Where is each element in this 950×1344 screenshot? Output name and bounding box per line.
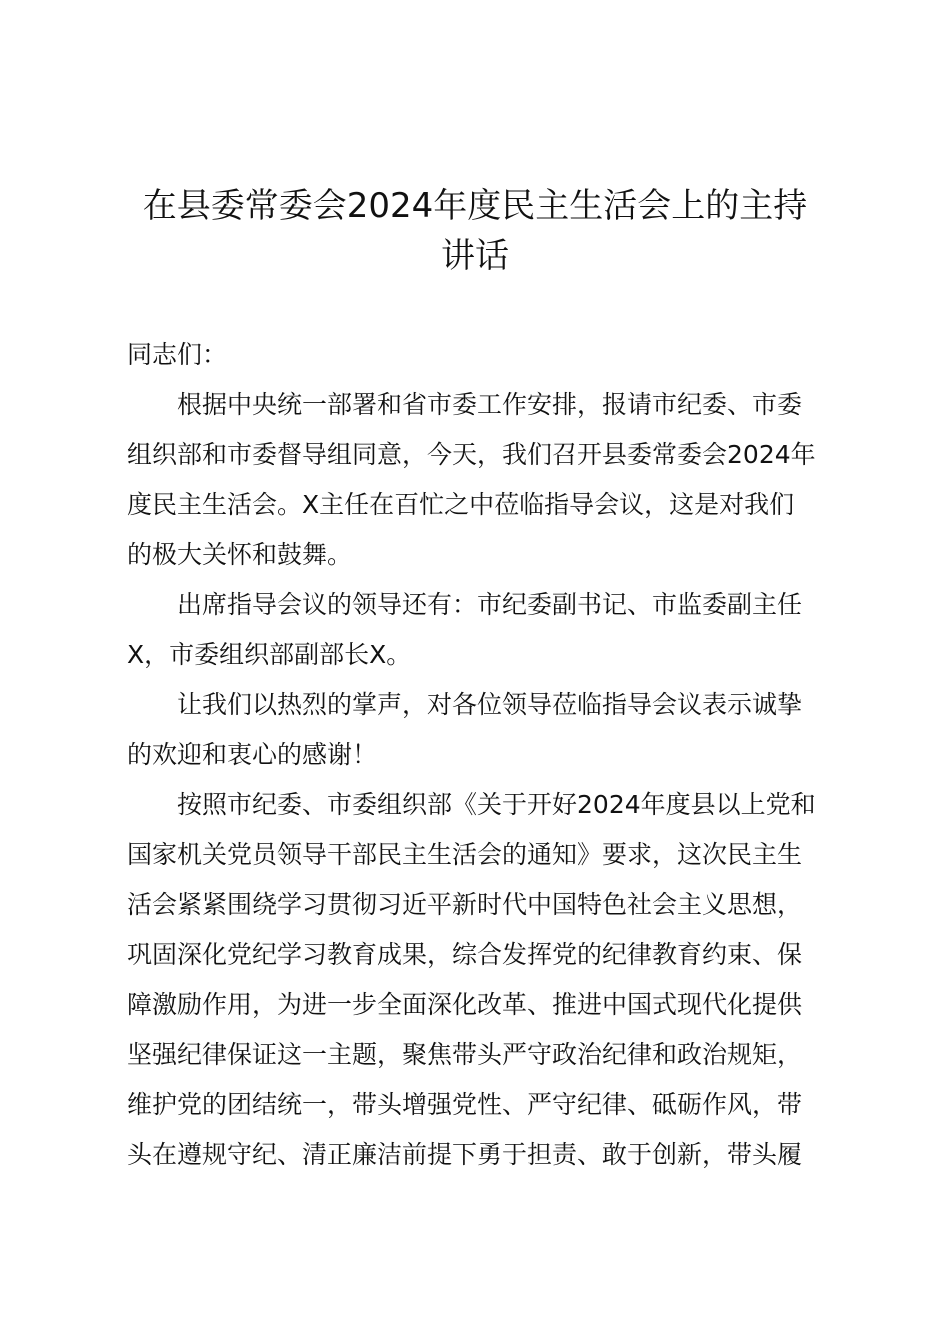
body-line: 让我们以热烈的掌声，对各位领导莅临指导会议表示诚挚 [127, 690, 803, 719]
body-line: 根据中央统一部署和省市委工作安排，报请市纪委、市委 [127, 390, 803, 419]
body-line: 活会紧紧围绕学习贯彻习近平新时代中国特色社会主义思想， [127, 890, 803, 919]
body-line: 的欢迎和衷心的感谢！ [127, 740, 378, 769]
document-title-line-2: 讲话 [441, 236, 509, 276]
body-line: 巩固深化党纪学习教育成果，综合发挥党的纪律教育约束、保 [127, 940, 803, 969]
salutation: 同志们： [127, 340, 228, 369]
body-line: 度民主生活会。X主任在百忙之中莅临指导会议，这是对我们 [127, 490, 795, 519]
body-line: 障激励作用，为进一步全面深化改革、推进中国式现代化提供 [127, 990, 803, 1019]
document-title-line-1: 在县委常委会2024年度民主生活会上的主持 [142, 186, 808, 226]
body-line: 国家机关党员领导干部民主生活会的通知》要求，这次民主生 [127, 840, 803, 869]
body-line: 组织部和市委督导组同意，今天，我们召开县委常委会2024年 [127, 440, 816, 469]
body-line: 出席指导会议的领导还有：市纪委副书记、市监委副主任 [127, 590, 803, 619]
body-line: 头在遵规守纪、清正廉洁前提下勇于担责、敢于创新，带头履 [127, 1140, 803, 1169]
body-line: 坚强纪律保证这一主题，聚焦带头严守政治纪律和政治规矩， [127, 1040, 803, 1069]
body-line: X，市委组织部副部长X。 [127, 640, 412, 669]
body-line: 的极大关怀和鼓舞。 [127, 540, 353, 569]
body-line: 按照市纪委、市委组织部《关于开好2024年度县以上党和 [127, 790, 816, 819]
body-line: 维护党的团结统一，带头增强党性、严守纪律、砥砺作风，带 [127, 1090, 803, 1119]
